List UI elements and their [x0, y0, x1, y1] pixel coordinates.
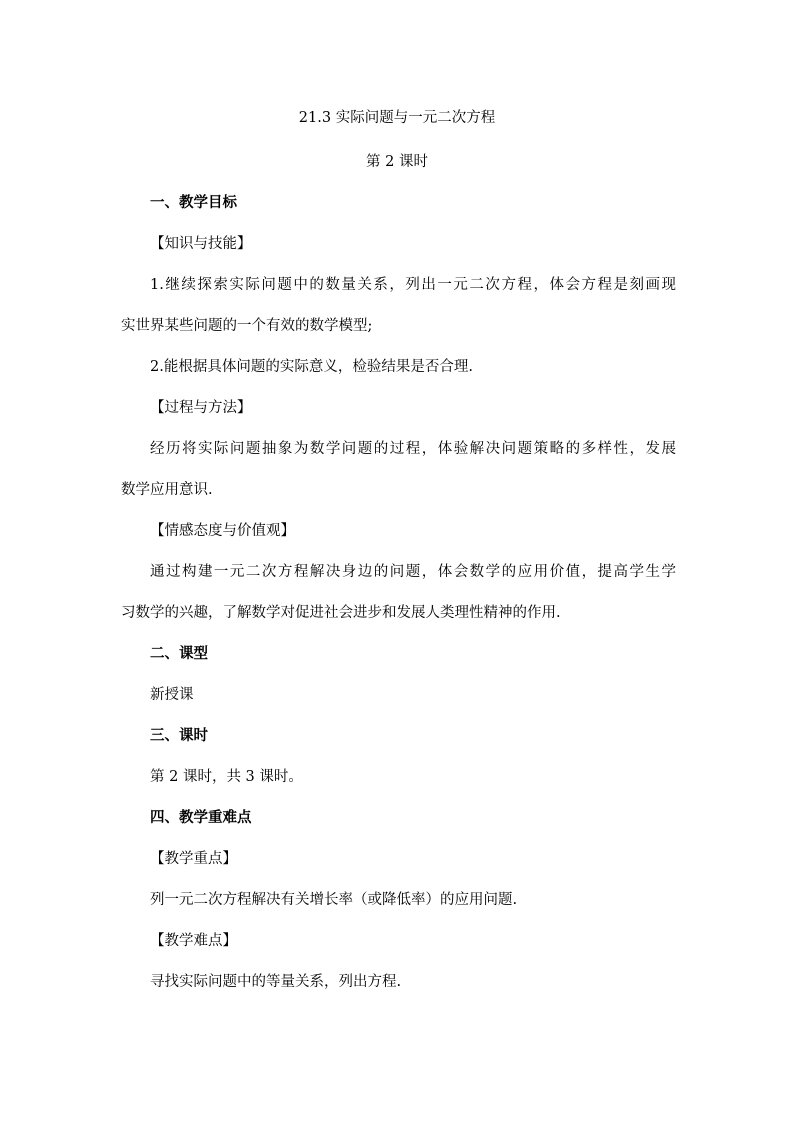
- difficult-point-content: 寻找实际问题中的等量关系，列出方程.: [150, 974, 402, 990]
- key-point-content: 列一元二次方程解决有关增长率（或降低率）的应用问题.: [150, 892, 518, 908]
- section-heading-period: 三、课时: [150, 728, 208, 744]
- period-content: 第 2 课时，共 3 课时。: [150, 769, 303, 785]
- knowledge-item-1-line-2: 实世界某些问题的一个有效的数学模型;: [121, 318, 373, 334]
- document-subtitle: 第 2 课时: [366, 154, 428, 170]
- process-line-1: 经历将实际问题抽象为数学问题的过程，体验解决问题策略的多样性，发展: [150, 441, 676, 457]
- label-emotion-values: 【情感态度与价值观】: [150, 523, 295, 539]
- label-knowledge-skills: 【知识与技能】: [150, 236, 252, 252]
- document-title: 21.3 实际问题与一元二次方程: [298, 110, 496, 126]
- label-difficult-point: 【教学难点】: [150, 933, 237, 949]
- lesson-type-content: 新授课: [150, 687, 194, 703]
- section-heading-objectives: 一、教学目标: [150, 195, 237, 211]
- knowledge-item-2: 2.能根据具体问题的实际意义，检验结果是否合理.: [150, 359, 473, 375]
- label-process-method: 【过程与方法】: [150, 400, 252, 416]
- label-key-point: 【教学重点】: [150, 851, 237, 867]
- section-heading-key-points: 四、教学重难点: [150, 810, 252, 826]
- knowledge-item-1-line-1: 1.继续探索实际问题中的数量关系，列出一元二次方程，体会方程是刻画现: [150, 277, 676, 293]
- process-line-2: 数学应用意识.: [121, 482, 213, 498]
- emotion-line-2: 习数学的兴趣，了解数学对促进社会进步和发展人类理性精神的作用.: [121, 605, 561, 621]
- emotion-line-1: 通过构建一元二次方程解决身边的问题，体会数学的应用价值，提高学生学: [150, 564, 676, 580]
- section-heading-lesson-type: 二、课型: [150, 646, 208, 662]
